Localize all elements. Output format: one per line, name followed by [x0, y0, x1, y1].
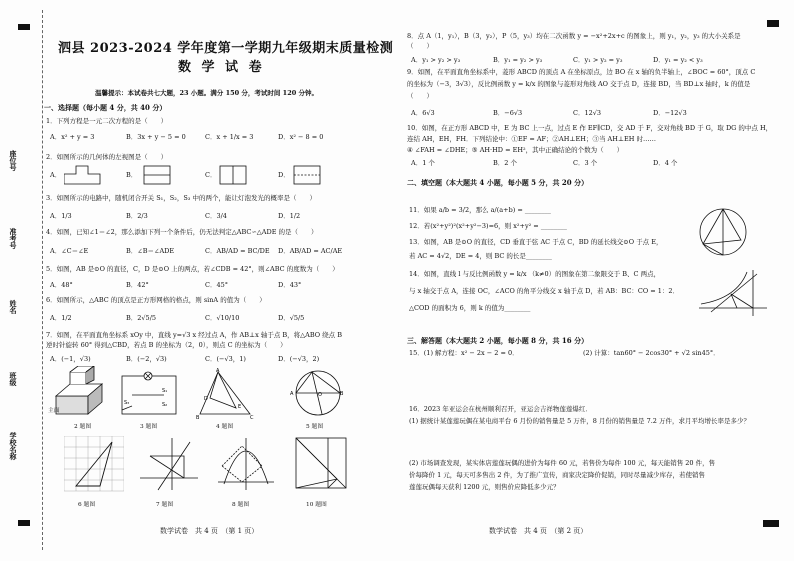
exam-tip: 温馨提示：本试卷共七大题，23 小题。满分 150 分，考试时间 120 分钟。 — [95, 89, 318, 97]
q10-option-c: C．3 个 — [573, 159, 598, 167]
q10-line2: 连结 AH，EH，FH．下列结论中：①EF = AF；②AH⊥EH；③当 AH⊥EH 时…… — [407, 135, 656, 143]
q2-option-a: A． — [50, 171, 62, 179]
q10-line3: ④ ∠FAH = ∠DHE；⑤ AH·HD = EH²，其中正确结论的个数为（ ） — [407, 146, 624, 154]
svg-text:D: D — [204, 396, 208, 402]
svg-text:B: B — [340, 391, 344, 397]
q9-line1: 9．如图，在平面直角坐标系中，菱形 ABCD 的顶点 A 在坐标原点，边 BO 在 x 轴的负半轴上，∠BOC = 60°，顶点 C — [407, 68, 756, 76]
fig-5-caption: 5 题图 — [306, 424, 324, 430]
fig-8-parabola — [216, 436, 276, 492]
registration-mark — [763, 520, 779, 527]
svg-text:S₁: S₁ — [162, 388, 168, 394]
q7-option-c: C．(−√3，1) — [205, 355, 246, 363]
q3-stem: 3．如图所示的电路中，随机闭合开关 S₁，S₂，S₃ 中的两个，能让灯泡发光的概率是（ ） — [46, 194, 316, 202]
q6-stem: 6．如图所示，△ABC 的顶点是正方形网格的格点，则 sinA 的值为（ ） — [46, 296, 266, 304]
q10-option-d: D．4 个 — [653, 159, 678, 167]
section-1-heading: 一、选择题（每小题 4 分，共 40 分） — [44, 103, 167, 112]
q9-option-a: A．6√3 — [411, 109, 435, 117]
svg-text:B: B — [196, 415, 200, 420]
q2-option-figures — [64, 164, 364, 186]
q4-stem: 4．如图，已知∠1＝∠2，那么添加下列一个条件后，仍无法判定△ABC∽△ADE 的是（ ） — [46, 228, 318, 236]
q6-option-b: B．2√5/5 — [126, 314, 157, 322]
q14-line2: 与 x 轴交于点 A，连接 OC，∠ACO 的角平分线交 x 轴于点 D，若 AB：BC：CO = 1：2． — [409, 287, 680, 295]
q11-text: 11．如果 a/b = 3/2，那么 a/(a+b) = ________ — [409, 206, 551, 214]
binding-label-class: 班级 — [9, 372, 18, 386]
svg-text:A: A — [216, 368, 220, 374]
section-2-heading: 二、填空题（本大题共 4 小题，每小题 5 分，共 20 分） — [407, 178, 589, 187]
q1-option-b: B．3x + y − 5 = 0 — [126, 133, 186, 141]
svg-text:S₂: S₂ — [162, 402, 168, 408]
q4-option-a: A．∠C＝∠E — [50, 247, 89, 255]
q2-option-b: B． — [126, 171, 138, 179]
q9-line3: （ ） — [407, 92, 433, 100]
q1-option-c: C．x + 1/x = 3 — [205, 133, 254, 141]
q16-part1: (1) 据统计某莲莲玩偶在某电商平台 6 月份的销售量是 5 万件，8 月份的销售量是 7.2 万件，求月平均增长率是多少？ — [409, 417, 750, 425]
exam-page-2 — [397, 0, 794, 561]
fig-3-caption: 3 题图 — [140, 424, 158, 430]
binding-label-name: 姓名 — [9, 300, 18, 314]
q16-intro: 16．2023 年亚运会在杭州顺利召开，亚运会吉祥物莲莲爆红． — [409, 405, 592, 413]
svg-text:E: E — [238, 404, 242, 410]
q8-line1: 8．点 A（1，y₁），B（3，y₂），P（5，y₃）均在二次函数 y = −x²+2x+c 的图象上，则 y₁，y₂，y₃ 的大小关系是 — [407, 32, 741, 40]
svg-text:C: C — [250, 415, 254, 420]
q3-option-c: C．3/4 — [205, 212, 227, 220]
q9-option-b: B．−6√3 — [493, 109, 523, 117]
fig-8-caption: 8 题图 — [232, 502, 250, 508]
q13-line1: 13．如图，AB 是⊙O 的直径，CD 垂直于弦 AC 于点 C，BD 的延长线交⊙O 于点 E， — [409, 238, 663, 246]
q8-option-d: D．y₁ = y₂ < y₃ — [653, 56, 703, 64]
q9-line2: 的坐标为（−3，3√3），反比例函数 y = k/x 的图象与菱形对角线 AO 交于点 D，连接 BD，当 BD⊥x 轴时，k 的值是 — [407, 80, 751, 88]
page-2-footer: 数学试卷 共 4 页 （第 2 页） — [489, 527, 588, 535]
q6-option-d: D．√5/5 — [278, 314, 305, 322]
q3-option-a: A．1/3 — [50, 212, 72, 220]
binding-dashed-line — [42, 10, 43, 550]
q16-part2-line3: 莲莲玩偶每天获利 1200 元，则售价应降低多少元？ — [409, 483, 560, 491]
q9-option-d: D．−12√3 — [653, 109, 687, 117]
fig-7-axes — [138, 436, 202, 492]
q4-option-c: C．AB/AD = BC/DE — [205, 247, 270, 255]
q7-line2: 逆时针旋转 60° 得到△CBD，若点 B 的坐标为（2，0），则点 C 的坐标为（ ） — [46, 341, 287, 349]
fig-10-square — [292, 434, 352, 492]
q2-stem: 2．如图所示的几何体的左视图是（ ） — [46, 153, 168, 161]
exam-title: 泗县 2023-2024 学年度第一学期九年级期末质量检测 — [58, 41, 394, 56]
fig-3-circuit — [118, 370, 182, 420]
binding-label-exam-no: 准考号 — [9, 228, 18, 249]
q1-option-a: A．x² + y = 3 — [50, 133, 95, 141]
q5-stem: 5．如图，AB 是⊙O 的直径，C，D 是⊙O 上的两点，若∠CDB = 42°，则∠ABC 的度数为（ ） — [46, 265, 339, 273]
fig-7-caption: 7 题图 — [156, 502, 174, 508]
fig-6-caption: 6 题图 — [78, 502, 96, 508]
q4-option-d: D．AB/AD = AC/AE — [278, 247, 343, 255]
fig-4-triangles — [196, 368, 256, 420]
page-1-footer: 数学试卷 共 4 页 （第 1 页） — [160, 527, 259, 535]
fig-2-solid — [48, 366, 128, 420]
fig-10-caption: 10 题图 — [306, 502, 327, 508]
q7-line1: 7．如图，在平面直角坐标系 xOy 中，直线 y=√3 x 经过点 A，作 AB⊥x 轴于点 B，将△ABO 绕点 B — [46, 331, 343, 339]
q10-option-b: B．2 个 — [493, 159, 517, 167]
svg-text:S₃: S₃ — [124, 400, 130, 406]
fig-4-caption: 4 题图 — [216, 424, 234, 430]
exam-subtitle: 数 学 试 卷 — [178, 60, 265, 75]
q14-line1: 14．如图，直线 l 与反比例函数 y = k/x （k≠0）的图象在第二象限交于 B、C 两点， — [409, 270, 661, 278]
q6-option-c: C．√10/10 — [205, 314, 240, 322]
q1-option-d: D．x² − 8 = 0 — [278, 133, 324, 141]
q10-line1: 10．如图，在正方形 ABCD 中，E 为 BC 上一点，过点 E 作 EF∥CD，交 AD 于 F，交对角线 BD 于 G，取 DG 的中点 H， — [407, 124, 773, 132]
svg-text:A: A — [290, 391, 294, 397]
q15-part1: 15．(1) 解方程：x² − 2x − 2 = 0． — [409, 349, 519, 357]
q5-option-a: A．48° — [50, 281, 73, 289]
q5-option-d: D．43° — [278, 281, 302, 289]
q1-stem: 1．下列方程是一元二次方程的是（ ） — [46, 117, 168, 125]
binding-label-seat: 座位号 — [9, 150, 18, 171]
q15-part2: (2) 计算：tan60° − 2cos30° + √2 sin45°． — [583, 349, 720, 357]
svg-text:O: O — [318, 392, 322, 398]
q5-option-c: C．45° — [205, 281, 228, 289]
fig-13-circle — [697, 204, 751, 260]
q10-option-a: A．1 个 — [411, 159, 435, 167]
q14-line3: △COD 的面积为 6，则 k 的值为________ — [409, 304, 531, 312]
q16-part2-line2: 价每降价 1 元，每天可多售出 2 件，为了推广宣传，商家决定降价促销，同时尽量减少库存，若使销售 — [409, 471, 706, 479]
q7-option-b: B．(−2，√3) — [126, 355, 167, 363]
fig-14-hyperbola — [697, 268, 769, 318]
registration-mark — [18, 520, 30, 526]
q12-text: 12．若(x²+y²)²(x²+y²−3)=6，则 x²+y² = ________ — [409, 222, 567, 230]
fig-2-caption: 2 题图 — [74, 424, 92, 430]
q8-option-c: C．y₁ > y₂ = y₃ — [573, 56, 623, 64]
q2-option-d: D． — [278, 171, 290, 179]
q7-option-a: A．(−1，√3) — [50, 355, 91, 363]
front-view-label: 主面 — [48, 408, 60, 414]
registration-mark — [18, 24, 30, 30]
q8-line2: （ ） — [407, 42, 433, 50]
q8-option-b: B．y₁ = y₂ > y₃ — [493, 56, 543, 64]
q9-option-c: C．12√3 — [573, 109, 602, 117]
q5-option-b: B．42° — [126, 281, 149, 289]
q7-option-d: D．(−√3，2) — [278, 355, 320, 363]
q13-line2: 若 AC = 4√2，DE = 4，则 BC 的长是________ — [409, 252, 552, 260]
fig-6-grid — [64, 436, 124, 492]
q6-option-a: A．1/2 — [50, 314, 72, 322]
section-3-heading: 三、解答题（本大题共 2 小题，每小题 8 分，共 16 分） — [407, 336, 589, 345]
q16-part2-line1: (2) 市场调查发现，某实体店莲莲玩偶的进价为每件 60 元，若售价为每件 100 元，每天能销售 20 件，售 — [409, 459, 716, 467]
registration-mark — [767, 20, 779, 27]
q4-option-b: B．∠B＝∠ADE — [126, 247, 175, 255]
fig-5-circle — [290, 366, 346, 420]
q3-option-b: B．2/3 — [126, 212, 148, 220]
q8-option-a: A．y₁ > y₂ > y₃ — [411, 56, 461, 64]
binding-label-school: 学校名称 — [9, 432, 18, 460]
q2-option-c: C． — [205, 171, 217, 179]
q3-option-d: D．1/2 — [278, 212, 301, 220]
